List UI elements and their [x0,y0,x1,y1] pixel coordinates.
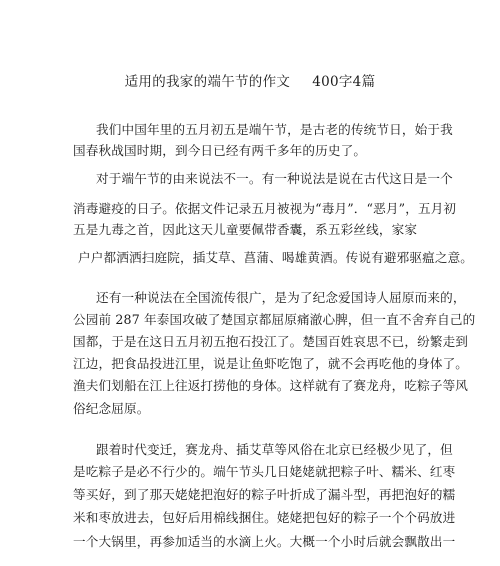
paragraph-4-line-1: 户户都洒洒扫庭院，插艾草、菖蒲、喝雄黄酒。传说有避邪驱瘟之意。 [78,250,474,265]
paragraph-3-line-1: 消毒避疫的日子。依据文件记录五月被视为“毒月”．“恶月”，五月初 [73,201,457,216]
paragraph-2-line-1: 对于端午节的由来说法不一。有一种说法是说在古代这日是一个 [96,171,453,186]
paragraph-6-line-2: 是吃粽子是必不行少的。端午节头几日姥姥就把粽子叶、糯米、红枣 [73,464,456,479]
paragraph-6-line-1: 跟着时代变迁，赛龙舟、插艾草等风俗在北京已经极少见了，但 [96,442,453,457]
paragraph-6-line-3: 等买好，到了那天姥姥把泡好的粽子叶折成了漏斗型，再把泡好的糯 [73,487,456,502]
paragraph-5-line-1: 还有一种说法在全国流传很广，是为了纪念爱国诗人屈原而来的， [96,290,466,305]
title-suffix: 400字4篇 [312,74,376,90]
paragraph-6-line-5: 一个大锅里，再参加适当的水滴上火。大概一个小时后就会飘散出一 [73,534,456,549]
document-title [0,70,500,90]
title-main: 适用的我家的端午节的作文 [124,74,291,90]
paragraph-6-line-4: 米和枣放进去，包好后用棉线捆住。姥姥把包好的粽子一个个码放进 [73,510,456,525]
paragraph-3-line-2: 五是九毒之首，因此这天儿童要佩带香囊，系五彩丝线，家家 [73,222,418,237]
paragraph-5-line-3: 国都，于是在这日五月初五抱石投江了。楚国百姓哀思不已，纷繁走到 [73,334,469,349]
paragraph-5-line-6: 俗纪念屈原。 [73,401,150,416]
paragraph-5-line-5: 渔夫们划船在江上往返打捞他的身体。这样就有了赛龙舟，吃粽子等风 [73,378,469,393]
paragraph-5-line-2: 公园前 287 年泰国攻破了楚国京都屈原痛澈心脾，但一直不舍弃自己的 [73,312,476,327]
paragraph-1-line-1: 我们中国年里的五月初五是端午节，是古老的传统节日，始于我 [96,122,453,137]
paragraph-5-line-4: 江边，把食品投进江里，说是让鱼虾吃饱了，就不会再吃他的身体了。 [73,356,469,371]
paragraph-1-line-2: 国春秋战国时期，到今日已经有两千多年的历史了。 [73,143,367,158]
